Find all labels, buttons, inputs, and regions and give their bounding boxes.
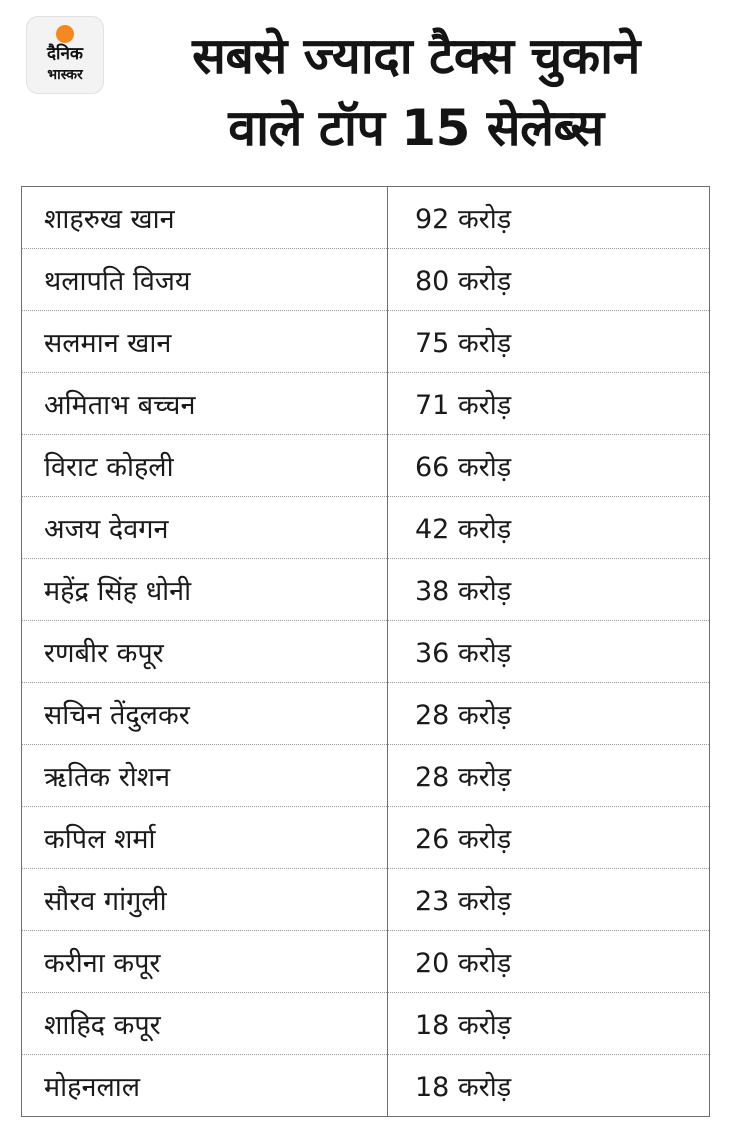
- tax-amount: 92 करोड़: [388, 187, 710, 249]
- celebrity-name: अमिताभ बच्चन: [22, 373, 388, 435]
- tax-amount: 18 करोड़: [415, 1072, 512, 1103]
- tax-amount: 28 करोड़: [388, 683, 710, 745]
- title-line1: सबसे ज्यादा टैक्स चुकाने: [192, 27, 640, 85]
- tax-amount: 38 करोड़: [388, 559, 710, 621]
- celebrity-name: करीना कपूर: [22, 931, 388, 993]
- tax-amount: 36 करोड़: [388, 621, 710, 683]
- table-row: [22, 559, 710, 621]
- title-line2: वाले टॉप 15 सेलेब्स: [228, 99, 604, 157]
- table-row: [22, 869, 710, 931]
- table-row: [22, 683, 710, 745]
- tax-amount: 71 करोड़: [388, 373, 710, 435]
- celebrity-name: ऋतिक रोशन: [22, 745, 388, 807]
- tax-amount: 26 करोड़: [388, 807, 710, 869]
- celebrity-name: सचिन तेंदुलकर: [22, 683, 388, 745]
- celebrity-tax-table: [21, 186, 710, 1117]
- tax-amount: 80 करोड़: [388, 249, 710, 311]
- celebrity-name: महेंद्र सिंह धोनी: [22, 559, 388, 621]
- tax-amount: 28 करोड़: [388, 745, 710, 807]
- brand-logo: [26, 16, 104, 94]
- tax-amount: 20 करोड़: [388, 931, 710, 993]
- celebrity-name: कपिल शर्मा: [22, 807, 388, 869]
- table-row: [22, 745, 710, 807]
- celebrity-name: थलापति विजय: [22, 249, 388, 311]
- celebrity-name: सौरव गांगुली: [22, 869, 388, 931]
- table-row: [22, 807, 710, 869]
- tax-amount: 66 करोड़: [388, 435, 710, 497]
- table-row: [22, 187, 710, 249]
- logo-text-line2: भास्कर: [47, 67, 83, 83]
- tax-amount: 23 करोड़: [388, 869, 710, 931]
- celebrity-name: रणबीर कपूर: [22, 621, 388, 683]
- table-row: [22, 621, 710, 683]
- table-row: [22, 1055, 710, 1117]
- celebrity-name: शाहिद कपूर: [22, 993, 388, 1055]
- table-row: [22, 311, 710, 373]
- celebrity-name: मोहनलाल: [22, 1055, 388, 1117]
- sun-dot-icon: [56, 25, 74, 43]
- tax-amount: 42 करोड़: [388, 497, 710, 559]
- table-row: [22, 435, 710, 497]
- table-row: [22, 993, 710, 1055]
- celebrity-name: अजय देवगन: [22, 497, 388, 559]
- table-row: [22, 931, 710, 993]
- table-row: [22, 497, 710, 559]
- celebrity-name: शाहरुख खान: [22, 187, 388, 249]
- table-row: [22, 373, 710, 435]
- page-title: [112, 20, 720, 164]
- tax-amount: 75 करोड़: [388, 311, 710, 373]
- logo-text-line1: दैनिक: [47, 44, 83, 64]
- celebrity-name: विराट कोहली: [22, 435, 388, 497]
- table-row: [22, 249, 710, 311]
- celebrity-name: सलमान खान: [22, 311, 388, 373]
- tax-amount: 18 करोड़: [388, 993, 710, 1055]
